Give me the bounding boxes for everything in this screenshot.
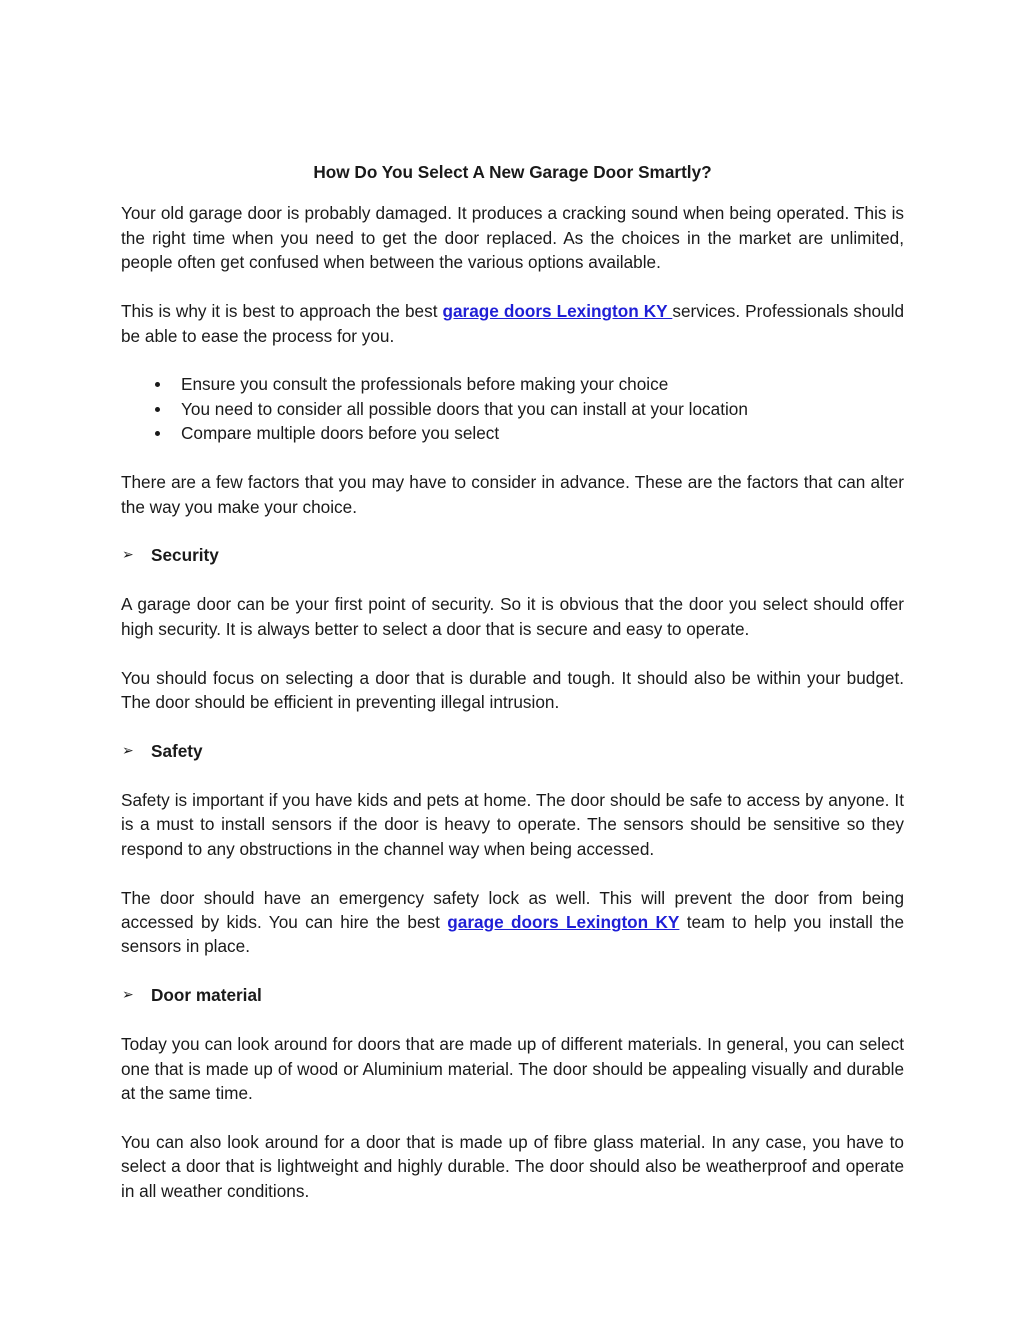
garage-doors-link[interactable]: garage doors Lexington KY xyxy=(447,912,680,933)
section-heading-door-material xyxy=(121,983,904,1007)
document-page xyxy=(121,160,904,1228)
section-heading-security xyxy=(121,543,904,567)
document-title: How Do You Select A New Garage Door Smartly? xyxy=(313,162,712,182)
safety-paragraph-1: Safety is important if you have kids and pets at home. The door should be safe to access by anyone. It is a must to install sensors if the door is heavy to operate. The sensors should be sensitive so they respond to any obstructions in the channel way when being accessed. xyxy=(121,789,904,859)
list-item-text: You need to consider all possible doors that you can install at your location xyxy=(181,398,748,419)
bullet-dot-icon xyxy=(155,431,160,436)
arrowhead-icon: ➢ xyxy=(122,743,134,759)
arrowhead-icon: ➢ xyxy=(122,987,134,1004)
arrowhead-icon: ➢ xyxy=(122,547,134,564)
list-item xyxy=(121,372,904,396)
bullet-dot-icon xyxy=(155,407,160,412)
section-heading-safety xyxy=(121,739,904,763)
list-item-text: Compare multiple doors before you select xyxy=(181,423,500,444)
approach-text-after: services. Professionals should be able to ease the process for you. xyxy=(121,301,905,346)
approach-paragraph xyxy=(121,299,904,348)
tips-list xyxy=(121,372,904,445)
security-paragraph-1: A garage door can be your first point of security. So it is obvious that the door you select should offer high security. It is always better to select a door that is secure and easy to operate. xyxy=(121,594,904,639)
intro-paragraph: Your old garage door is probably damaged. It produces a cracking sound when being operated. This is the right time when you need to get the door replaced. As the choices in the market are unlimited, people often get confused when between the various options available. xyxy=(121,203,904,273)
bullet-dot-icon xyxy=(155,382,160,387)
section-heading-label: Door material xyxy=(151,985,262,1006)
safety-text-before: The door should have an emergency safety lock as well. This will prevent the door from being accessed by kids. You can hire the best xyxy=(121,887,904,933)
section-heading-label: Security xyxy=(151,545,219,566)
factors-paragraph: There are a few factors that you may have to consider in advance. These are the factors that can alter the way you make your choice. xyxy=(121,472,904,517)
safety-text-after: team to help you install the sensors in place. xyxy=(121,912,905,957)
safety-paragraph-2 xyxy=(121,886,904,959)
garage-doors-link[interactable]: garage doors Lexington KY xyxy=(442,301,673,322)
approach-text-before: This is why it is best to approach the best xyxy=(121,301,443,322)
material-paragraph-1: Today you can look around for doors that are made up of different materials. In general, you can select one that is made up of wood or Aluminium material. The door should be appealing visually and durable at the same time. xyxy=(121,1034,904,1104)
list-item xyxy=(121,421,904,445)
section-heading-label: Safety xyxy=(151,741,203,761)
material-paragraph-2: You can also look around for a door that is made up of fibre glass material. In any case, you have to select a door that is lightweight and highly durable. The door should also be weatherproof and operate in all weather conditions. xyxy=(121,1131,904,1201)
security-paragraph-2: You should focus on selecting a door that is durable and tough. It should also be within your budget. The door should be efficient in preventing illegal intrusion. xyxy=(121,667,904,713)
list-item xyxy=(121,397,904,421)
list-item-text: Ensure you consult the professionals before making your choice xyxy=(181,374,669,395)
